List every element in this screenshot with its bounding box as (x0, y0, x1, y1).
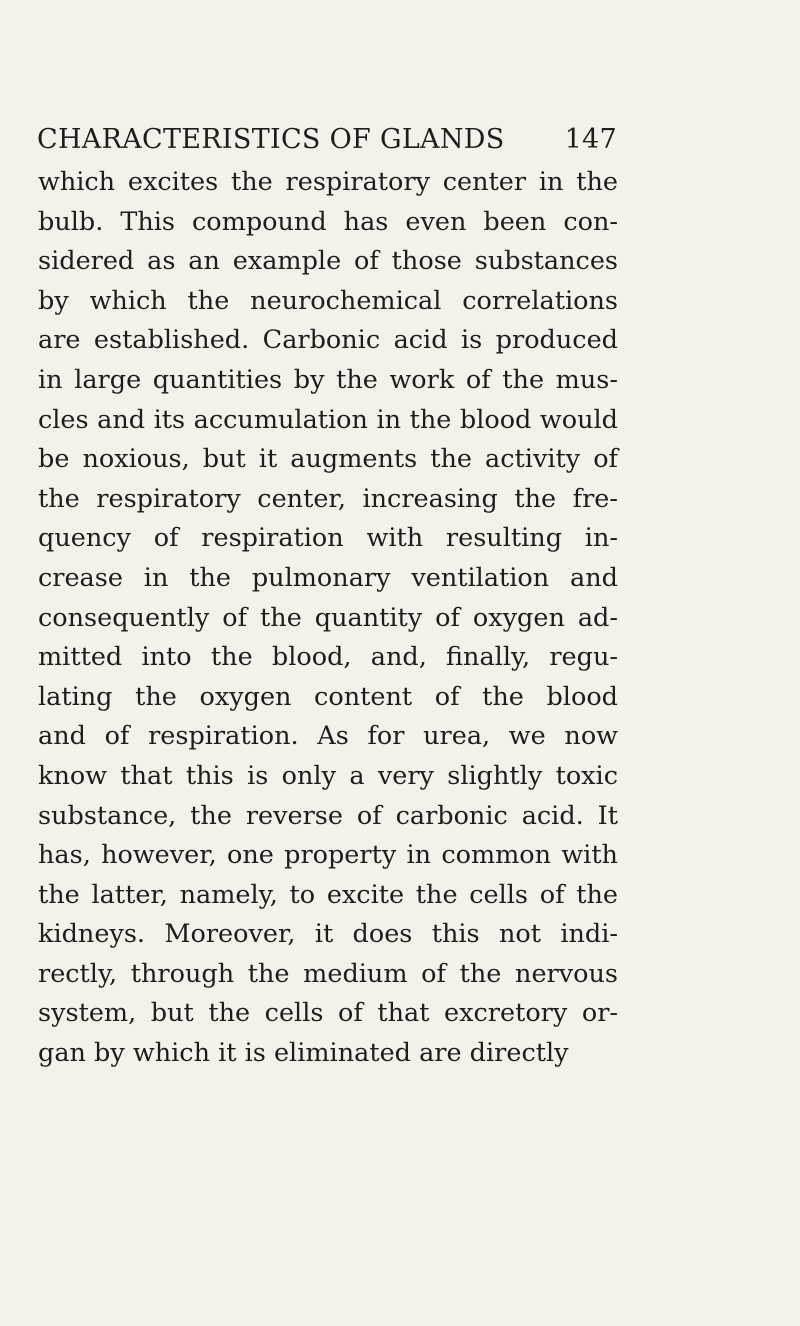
page-number: 147 (564, 124, 617, 155)
text-line: system, but the cells of that excretory or- (38, 998, 618, 1029)
text-line: bulb. This compound has even been con- (38, 206, 618, 237)
text-line: and of respiration. As for urea, we now (38, 721, 618, 752)
text-line: the respiratory center, increasing the fre- (38, 483, 618, 514)
text-line: by which the neurochemical correlations (38, 285, 618, 316)
running-title: CHARACTERISTICS OF GLANDS (37, 124, 505, 155)
text-line: be noxious, but it augments the activity of (38, 444, 618, 475)
text-line: which excites the respiratory center in the (38, 167, 618, 197)
text-line: consequently of the quantity of oxygen ad- (38, 602, 618, 633)
text-line: are established. Carbonic acid is produced (38, 325, 618, 356)
text-line: quency of respiration with resulting in- (38, 523, 618, 554)
text-line: mitted into the blood, and, finally, regu- (38, 642, 618, 673)
text-line: rectly, through the medium of the nervous (38, 958, 618, 989)
text-line: know that this is only a very slightly toxic (38, 760, 618, 791)
text-line: gan by which it is eliminated are directly (38, 1038, 569, 1069)
text-line: cles and its accumulation in the blood would (38, 404, 618, 435)
text-line: crease in the pulmonary ventilation and (38, 562, 618, 593)
body-paragraph (38, 163, 618, 1074)
running-header (37, 124, 617, 164)
text-line: lating the oxygen content of the blood (38, 681, 618, 712)
text-line: in large quantities by the work of the mus- (38, 364, 618, 395)
text-line: sidered as an example of those substances (38, 246, 618, 277)
text-line: substance, the reverse of carbonic acid. It (38, 800, 618, 831)
text-line: has, however, one property in common with (38, 840, 618, 871)
text-line: kidneys. Moreover, it does this not indi- (38, 919, 618, 950)
text-line: the latter, namely, to excite the cells of the (38, 879, 618, 910)
